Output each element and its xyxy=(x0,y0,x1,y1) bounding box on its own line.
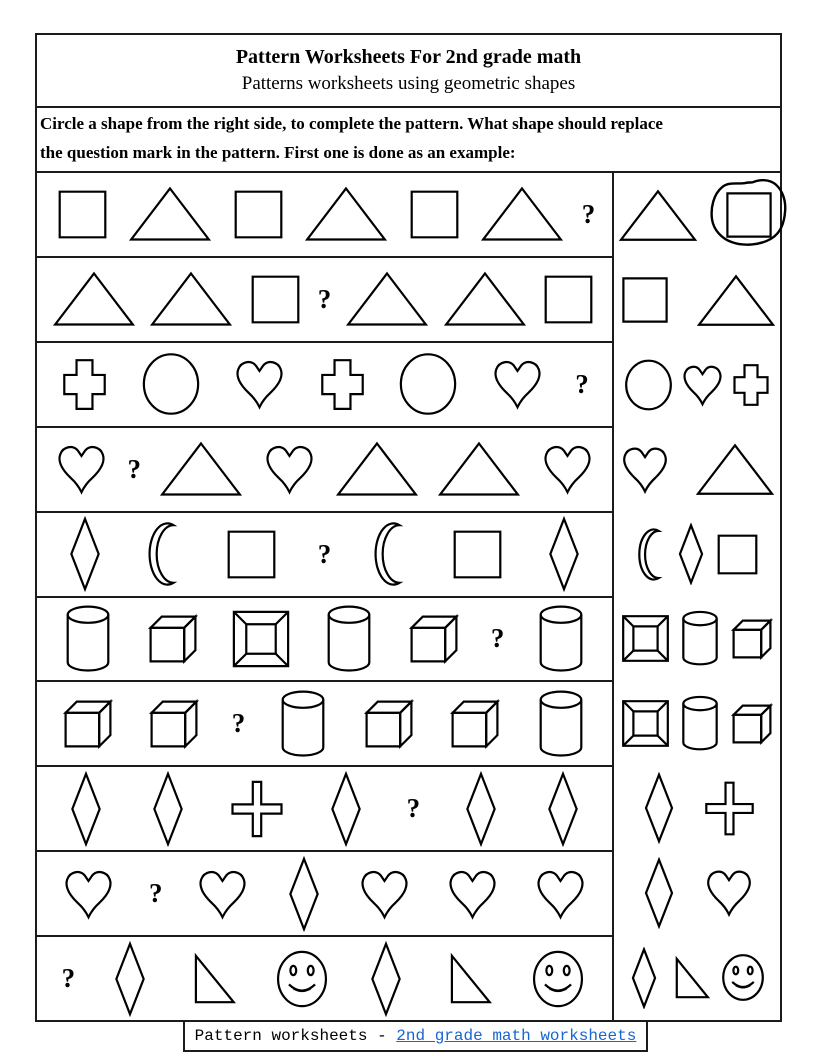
pattern-row xyxy=(37,428,612,513)
diamond-shape xyxy=(147,771,189,847)
heart-shape[interactable] xyxy=(619,442,671,497)
moon-shape xyxy=(369,518,411,590)
square-shape xyxy=(223,526,280,583)
cube-shape xyxy=(145,611,201,667)
diamond-shape xyxy=(460,771,502,847)
cylinder-shape xyxy=(533,688,589,760)
question-mark: ? xyxy=(575,368,589,399)
diamond-shape xyxy=(65,771,107,847)
moon-shape[interactable] xyxy=(634,525,668,584)
choice-group xyxy=(614,681,780,766)
cylinder-shape[interactable] xyxy=(677,694,723,753)
pattern-table xyxy=(37,173,780,1020)
triangle-shape xyxy=(345,269,429,329)
diamond-shape xyxy=(283,856,325,932)
choice-group xyxy=(614,173,780,258)
right-triangle-shape[interactable] xyxy=(667,954,713,1002)
triangle-shape xyxy=(52,269,136,329)
example-answer-circled[interactable] xyxy=(722,188,776,242)
diamond-shape[interactable] xyxy=(639,772,679,844)
diamond-shape xyxy=(543,516,585,592)
pattern-row xyxy=(37,343,612,428)
heart-shape[interactable] xyxy=(680,361,725,409)
heart-shape xyxy=(357,865,412,923)
pattern-row xyxy=(37,852,612,937)
square-shape[interactable] xyxy=(722,188,776,242)
triangle-shape[interactable] xyxy=(695,441,775,498)
pattern-row xyxy=(37,682,612,767)
instructions xyxy=(37,108,780,173)
question-mark: ? xyxy=(317,538,332,569)
choice-group xyxy=(614,766,780,851)
heart-shape xyxy=(262,440,317,498)
instructions-line-1: Circle a shape from the right side, to complete the pattern. What shape should replace xyxy=(40,114,663,133)
heart-shape xyxy=(195,865,250,923)
worksheet-sheet xyxy=(35,33,782,1022)
circle-shape xyxy=(397,351,459,417)
cube-shape[interactable] xyxy=(729,701,775,747)
plus-shape xyxy=(229,778,285,840)
title-block xyxy=(37,35,780,108)
triangle-shape xyxy=(159,439,243,499)
triangle-shape xyxy=(335,439,419,499)
cylinder-shape xyxy=(275,688,331,760)
diamond-shape xyxy=(64,516,106,592)
frame-shape[interactable] xyxy=(620,613,671,664)
cross-shape xyxy=(60,355,109,414)
cylinder-shape xyxy=(533,603,589,675)
cylinder-shape[interactable] xyxy=(677,609,723,668)
smiley-shape[interactable] xyxy=(719,952,767,1003)
question-mark: ? xyxy=(61,963,76,994)
heart-shape xyxy=(533,865,588,923)
page-subtitle: Patterns worksheets using geometric shapes xyxy=(241,73,576,94)
choice-group xyxy=(614,427,780,512)
cylinder-shape xyxy=(60,603,116,675)
moon-shape xyxy=(143,518,185,590)
pattern-row xyxy=(37,767,612,852)
footer-link[interactable]: 2nd grade math worksheets xyxy=(396,1027,637,1045)
question-mark: ? xyxy=(406,793,421,824)
choice-group xyxy=(614,851,780,936)
triangle-shape xyxy=(149,269,233,329)
frame-shape[interactable] xyxy=(620,698,671,749)
triangle-shape[interactable] xyxy=(696,272,776,329)
frame-shape xyxy=(230,608,292,670)
pattern-row xyxy=(37,258,612,343)
diamond-shape[interactable] xyxy=(639,857,679,929)
square-shape xyxy=(540,271,597,328)
square-shape xyxy=(230,186,287,243)
question-mark: ? xyxy=(148,878,163,909)
heart-shape xyxy=(490,355,545,413)
heart-shape[interactable] xyxy=(703,865,755,920)
cross-shape[interactable] xyxy=(731,361,771,409)
triangle-shape xyxy=(443,269,527,329)
cube-shape xyxy=(361,696,417,752)
footer-bar xyxy=(183,1020,648,1052)
square-shape xyxy=(247,271,304,328)
heart-shape xyxy=(232,355,287,413)
triangle-shape xyxy=(304,184,388,244)
square-shape[interactable] xyxy=(714,531,761,578)
heart-shape xyxy=(54,440,109,498)
choice-group xyxy=(614,258,780,343)
circle-shape[interactable] xyxy=(623,358,674,412)
diamond-shape xyxy=(325,771,367,847)
choice-group xyxy=(614,935,780,1020)
circle-shape xyxy=(140,351,202,417)
right-triangle-shape xyxy=(440,950,496,1008)
heart-shape xyxy=(61,865,116,923)
diamond-shape[interactable] xyxy=(674,523,708,585)
smiley-shape xyxy=(273,948,331,1010)
cube-shape xyxy=(406,611,462,667)
square-shape xyxy=(54,186,111,243)
smiley-shape xyxy=(529,948,587,1010)
triangle-shape xyxy=(480,184,564,244)
question-mark: ? xyxy=(581,198,596,229)
cube-shape xyxy=(146,696,202,752)
pattern-row xyxy=(37,598,612,683)
cross-shape xyxy=(318,355,367,414)
instructions-line-2: the question mark in the pattern. First one is done as an example: xyxy=(40,142,516,162)
diamond-shape xyxy=(109,941,151,1017)
diamond-shape xyxy=(365,941,407,1017)
footer-text: Pattern worksheets - xyxy=(194,1027,397,1045)
choice-group xyxy=(614,512,780,597)
pattern-rows xyxy=(37,173,612,1020)
pattern-row xyxy=(37,513,612,598)
square-shape xyxy=(406,186,463,243)
heart-shape xyxy=(445,865,500,923)
plus-shape[interactable] xyxy=(703,779,756,838)
heart-shape xyxy=(540,440,595,498)
cube-shape xyxy=(447,696,503,752)
question-mark: ? xyxy=(490,623,505,654)
cube-shape[interactable] xyxy=(729,616,775,662)
diamond-shape[interactable] xyxy=(627,947,661,1009)
square-shape xyxy=(449,526,506,583)
pattern-row xyxy=(37,937,612,1020)
triangle-shape[interactable] xyxy=(618,187,698,244)
page-title: Pattern Worksheets For 2nd grade math xyxy=(235,46,582,68)
question-mark: ? xyxy=(317,283,332,314)
right-triangle-shape xyxy=(184,950,240,1008)
question-mark: ? xyxy=(231,708,246,739)
cube-shape xyxy=(60,696,116,752)
choice-group xyxy=(614,597,780,682)
triangle-shape xyxy=(128,184,212,244)
triangle-shape xyxy=(437,439,521,499)
answer-choices-column xyxy=(612,173,780,1020)
pattern-row xyxy=(37,173,612,258)
cylinder-shape xyxy=(321,603,377,675)
choice-group xyxy=(614,342,780,427)
square-shape[interactable] xyxy=(618,273,672,327)
diamond-shape xyxy=(542,771,584,847)
question-mark: ? xyxy=(127,453,142,484)
